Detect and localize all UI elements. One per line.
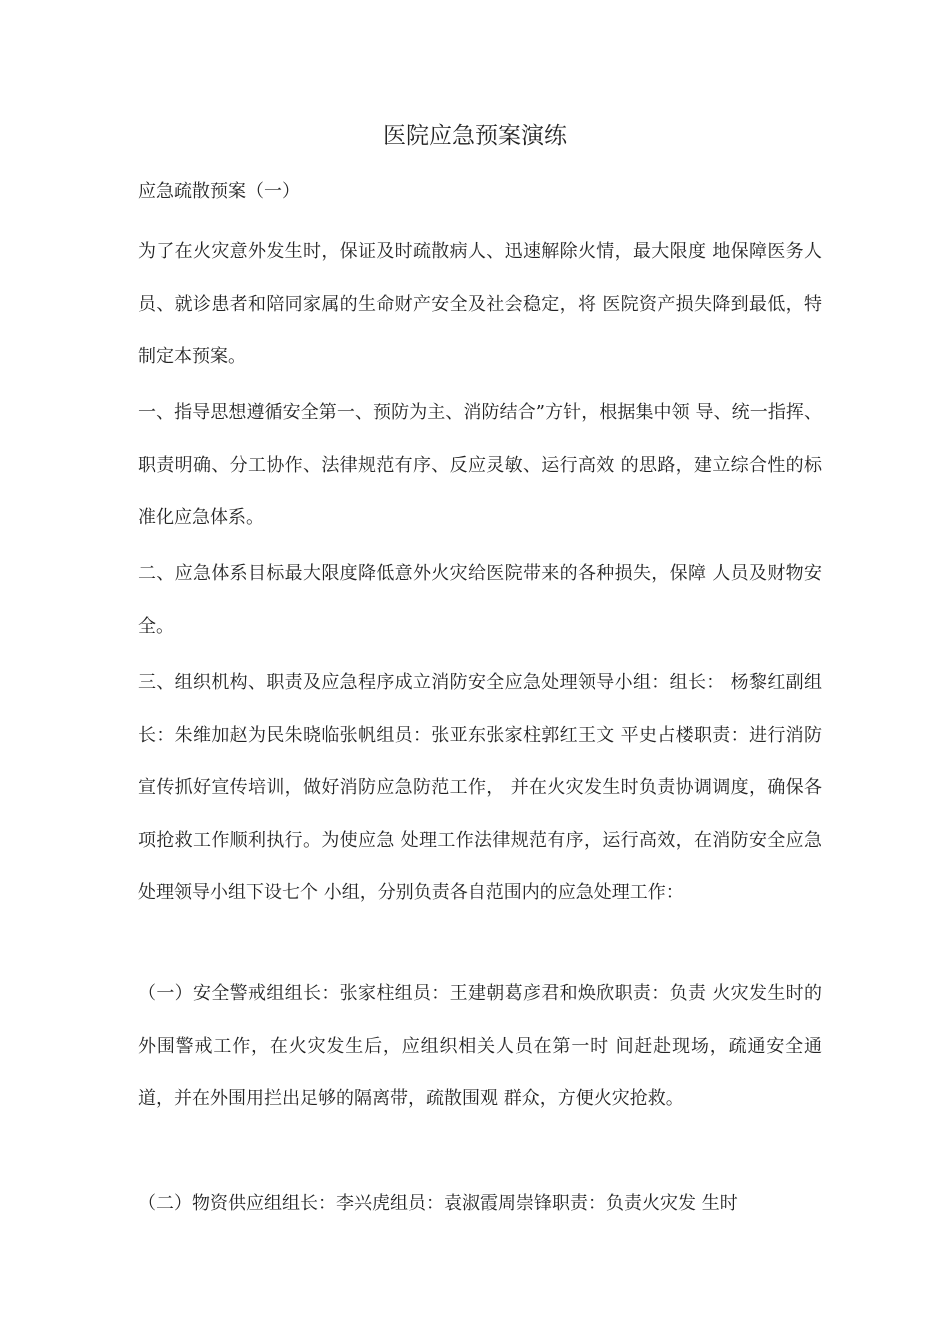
document-subtitle: 应急疏散预案（一）	[138, 181, 300, 202]
paragraph-security-cordon-group: （一）安全警戒组组长：张家柱组员：王建朝葛彦君和焕欣职责：负责 火灾发生时的外围警戒工作，在火灾发生后，应组织相关人员在第一时 间赶赴现场，疏通安全通道，并在外围用拦出足够的隔离带，疏散围观 群众，方便火灾抢救。	[138, 983, 822, 1109]
paragraph-supply-group: （二）物资供应组组长：李兴虎组员：袁淑霞周崇锋职责：负责火灾发 生时	[138, 1193, 738, 1214]
document-title: 医院应急预案演练	[383, 123, 567, 149]
paragraph-system-goal: 二、应急体系目标最大限度降低意外火灾给医院带来的各种损失，保障 人员及财物安全。	[138, 563, 822, 637]
paragraph-guiding-principle: 一、指导思想遵循安全第一、预防为主、消防结合”方针，根据集中领 导、统一指挥、职责明确、分工协作、法律规范有序、反应灵敏、运行高效 的思路，建立综合性的标准化应急体系。	[138, 402, 822, 528]
paragraph-organization: 三、组织机构、职责及应急程序成立消防安全应急处理领导小组：组长： 杨黎红副组长：朱维加赵为民朱晓临张帆组员：张亚东张家柱郭红王文 平史占楼职责：进行消防宣传抓好宣传培训，做好消防应急防范工作， 并在火灾发生时负责协调调度，确保各项抢救工作顺利执行。为使应急 处理工作法律规范有序，运行高效，在消防安全应急处理领导小组下设七个 小组，分别负责各自范围内的应急处理工作：	[138, 672, 822, 903]
paragraph-purpose: 为了在火灾意外发生时，保证及时疏散病人、迅速解除火情，最大限度 地保障医务人员、就诊患者和陪同家属的生命财产安全及社会稳定，将 医院资产损失降到最低，特制定本预案。	[138, 241, 822, 367]
